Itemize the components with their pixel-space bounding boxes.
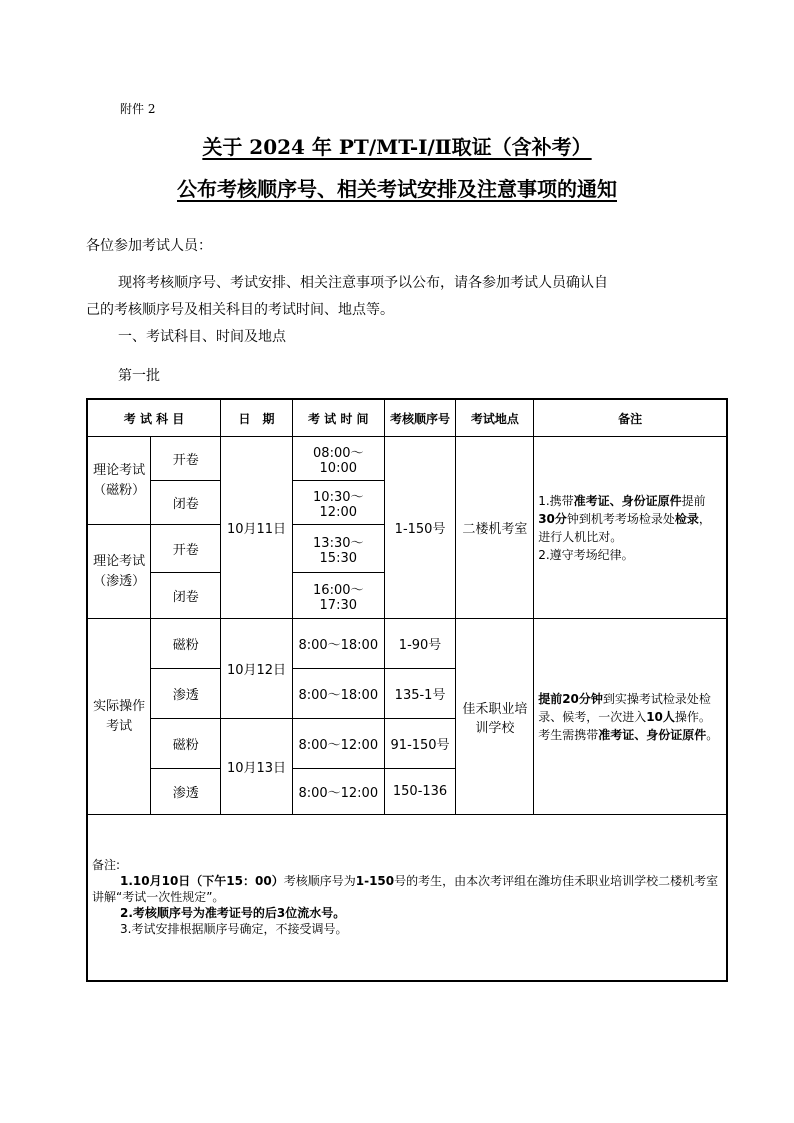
- remarks-label: 备注:: [92, 858, 121, 873]
- closed-book: 闭卷: [151, 573, 221, 619]
- header-location: 考试地点: [456, 399, 534, 437]
- sequence-cell: 150-136: [384, 769, 456, 815]
- method-pt: 渗透: [151, 669, 221, 719]
- method-pt: 渗透: [151, 769, 221, 815]
- remark-3: 3.考试安排根据顺序号确定，不接受调号。: [120, 922, 348, 937]
- title-line-2: 公布考核顺序号、相关考试安排及注意事项的通知: [177, 177, 617, 201]
- time-cell: 08:00～10:00: [292, 437, 384, 481]
- time-cell: 8:00～12:00: [292, 719, 384, 769]
- header-time: 考 试 时 间: [292, 399, 384, 437]
- header-remarks: 备注: [534, 399, 727, 437]
- open-book: 开卷: [151, 525, 221, 573]
- greeting: 各位参加考试人员：: [86, 238, 212, 254]
- table-header-row: [87, 399, 727, 437]
- header-date: 日 期: [221, 399, 293, 437]
- sequence-cell: 91-150号: [384, 719, 456, 769]
- date-cell: 10月11日: [221, 437, 293, 619]
- method-mt: 磁粉: [151, 619, 221, 669]
- intro-line-2: 己的考核顺序号及相关科目的考试时间、地点等。: [86, 302, 394, 318]
- table-row: [87, 619, 727, 669]
- time-cell: 13:30～15:30: [292, 525, 384, 573]
- open-book: 开卷: [151, 437, 221, 481]
- batch-label: 第一批: [118, 368, 160, 384]
- exam-schedule-table: [86, 398, 728, 982]
- time-cell: 8:00～18:00: [292, 619, 384, 669]
- title-line-1: 关于 2024 年 PT/MT-Ⅰ/Ⅱ取证（含补考）: [202, 135, 592, 159]
- remarks-cell: [87, 815, 727, 981]
- subject-theory-mt: 理论考试（磁粉）: [87, 437, 151, 525]
- sequence-cell: 135-1号: [384, 669, 456, 719]
- remark-1: 1.10月10日（下午15：00）考核顺序号为1-150号的考生，由本次考评组在潍坊佳禾职业培训学校二楼机考室讲解“考试一次性规定”。: [92, 874, 719, 905]
- sequence-cell: 1-150号: [384, 437, 456, 619]
- time-cell: 10:30～12:00: [292, 481, 384, 525]
- time-cell: 8:00～12:00: [292, 769, 384, 815]
- intro-line-1: 现将考核顺序号、考试安排、相关注意事项予以公布，请各参加考试人员确认自: [118, 275, 608, 291]
- attachment-label: 附件 2: [120, 102, 156, 116]
- location-cell: 佳禾职业培训学校: [456, 619, 534, 815]
- date-cell: 10月13日: [221, 719, 293, 815]
- location-cell: 二楼机考室: [456, 437, 534, 619]
- theory-note: 1.携带准考证、身份证原件提前30分钟到机考考场检录处检录，进行人机比对。 2.遵守考场纪律。: [534, 437, 727, 619]
- method-mt: 磁粉: [151, 719, 221, 769]
- time-cell: 8:00～18:00: [292, 669, 384, 719]
- time-cell: 16:00～17:30: [292, 573, 384, 619]
- section-heading: 一、考试科目、时间及地点: [118, 329, 286, 345]
- remarks-row: [87, 815, 727, 981]
- practical-note: 提前20分钟到实操考试检录处检录、候考，一次进入10人操作。考生需携带准考证、身份证原件。: [534, 619, 727, 815]
- sequence-cell: 1-90号: [384, 619, 456, 669]
- header-subject: 考 试 科 目: [87, 399, 221, 437]
- date-cell: 10月12日: [221, 619, 293, 719]
- header-sequence: 考核顺序号: [384, 399, 456, 437]
- remark-2: 2.考核顺序号为准考证号的后3位流水号。: [120, 906, 346, 921]
- subject-theory-pt: 理论考试（渗透）: [87, 525, 151, 619]
- closed-book: 闭卷: [151, 481, 221, 525]
- table-row: [87, 437, 727, 481]
- subject-practical: 实际操作考试: [87, 619, 151, 815]
